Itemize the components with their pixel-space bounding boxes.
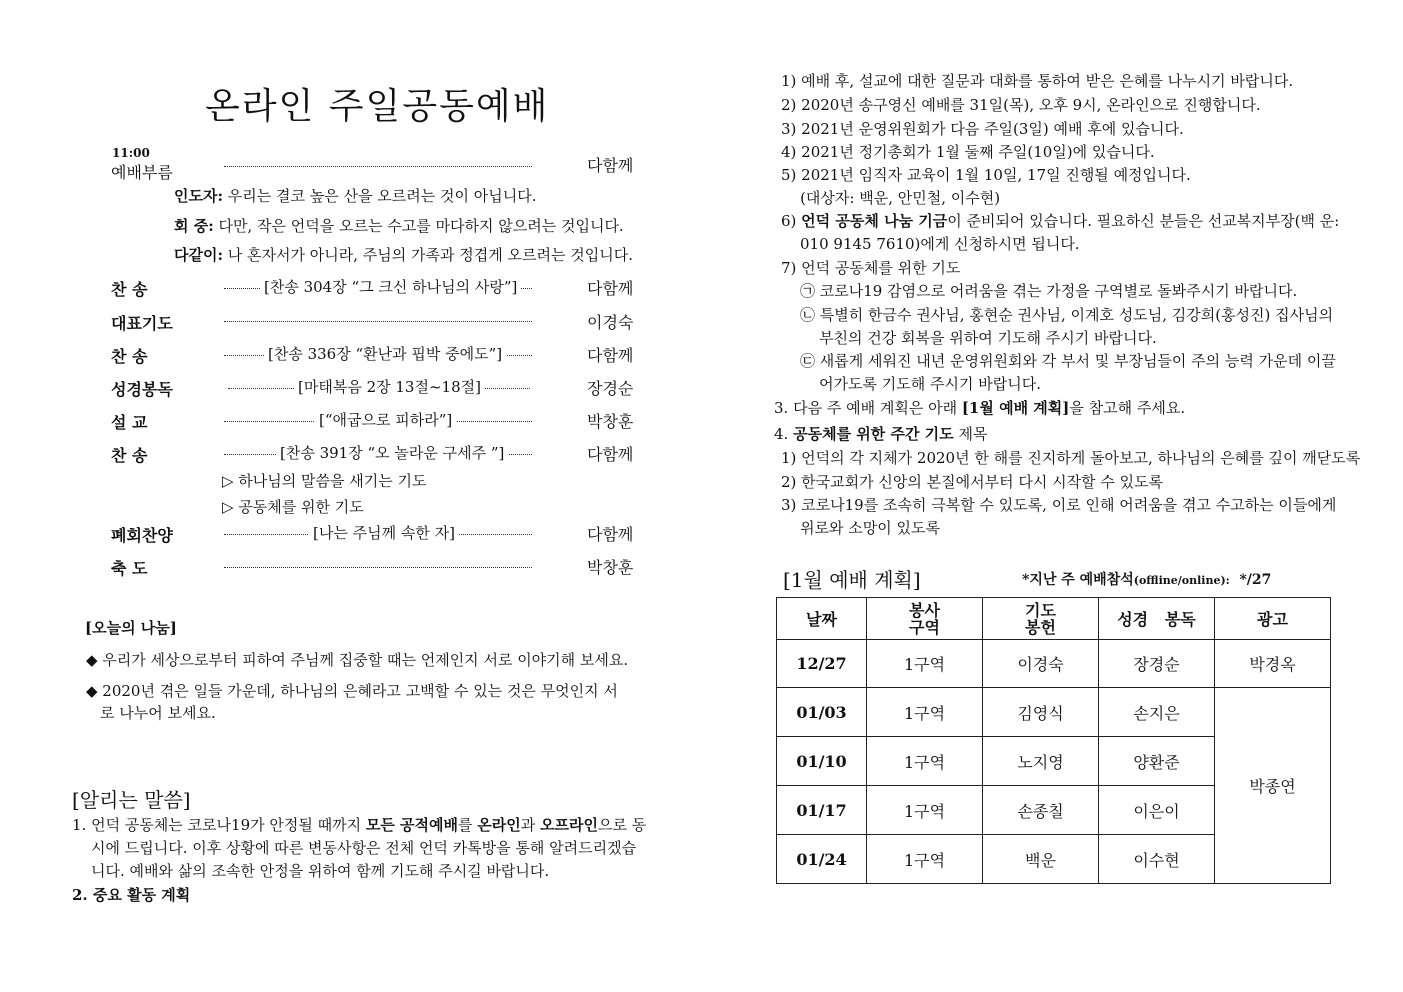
order-label: 찬 송 bbox=[111, 446, 148, 465]
weekly-prayer-item: 1) 언덕의 각 지체가 2020년 한 해를 진지하게 돌아보고, 하나님의 은혜를 깊이 깨닫도록 bbox=[781, 449, 1361, 467]
notice-text: 를 bbox=[458, 816, 478, 834]
order-leader: 박창훈 bbox=[587, 558, 634, 577]
fund-emphasis: 언덕 공동체 나눔 기금 bbox=[801, 212, 948, 230]
order-leader: 이경숙 bbox=[587, 313, 634, 332]
announcement-line: (대상자: 백운, 안민철, 이수현) bbox=[781, 189, 1001, 207]
prayer-item: ▷ 공동체를 위한 기도 bbox=[222, 498, 364, 516]
prayer-subitem: 부친의 건강 회복을 위하여 기도해 주시기 바랍니다. bbox=[800, 329, 1157, 347]
notice-item-3 bbox=[774, 397, 1185, 418]
cell-reading: 손지은 bbox=[1099, 688, 1215, 737]
order-label: 대표기도 bbox=[111, 314, 173, 333]
notice-emphasis: 온라인 bbox=[477, 816, 521, 834]
attendance-mode: (offline/online): bbox=[1133, 574, 1230, 587]
notice-text: 으로 동 bbox=[598, 816, 647, 834]
order-label: 축 도 bbox=[111, 559, 148, 578]
prayer-subitem: ㉡ 특별히 한금수 권사님, 홍현순 권사님, 이계호 성도님, 김강희(홍성진) 집사님의 bbox=[800, 306, 1334, 324]
order-label: 폐회찬양 bbox=[111, 526, 173, 545]
notice-line: 니다. 예배와 삶의 조속한 안정을 위하여 함께 기도해 주시길 바랍니다. bbox=[91, 862, 550, 880]
responsive-who: 회 중: bbox=[174, 217, 214, 235]
leader-dots bbox=[224, 567, 532, 568]
responsive-who: 인도자: bbox=[174, 187, 224, 205]
cell-date: 01/24 bbox=[777, 835, 867, 884]
announcement-line: 2) 2020년 송구영신 예배를 31일(목), 오후 9시, 온라인으로 진행합니다. bbox=[781, 96, 1261, 114]
announcement-line: 5) 2021년 임직자 교육이 1월 10일, 17일 진행될 예정입니다. bbox=[781, 166, 1191, 184]
cell-zone: 1구역 bbox=[867, 786, 983, 835]
sharing-title: [오늘의 나눔] bbox=[85, 619, 177, 637]
line-text: 을 참고해 주세요. bbox=[1069, 399, 1186, 417]
order-label: 찬 송 bbox=[111, 347, 148, 366]
attendance-line bbox=[1022, 569, 1271, 589]
responsive-line bbox=[174, 244, 633, 265]
weekly-prayer-item: 2) 한국교회가 신앙의 본질에서부터 다시 시작할 수 있도록 bbox=[781, 473, 1164, 491]
line-text: 3. 다음 주 예배 계획은 아래 bbox=[774, 399, 962, 417]
cell-date: 01/17 bbox=[777, 786, 867, 835]
notice-title: [알리는 말씀] bbox=[72, 788, 191, 812]
responsive-line bbox=[174, 215, 624, 236]
prayer-subitem: ㉠ 코로나19 감염으로 어려움을 겪는 가정을 구역별로 돌봐주시기 바랍니다. bbox=[800, 282, 1298, 300]
notice-text: 과 bbox=[520, 816, 541, 834]
announcement-line: 7) 언덕 공동체를 위한 기도 bbox=[781, 259, 961, 277]
responsive-who: 다같이: bbox=[174, 246, 224, 264]
order-label: 설 교 bbox=[111, 413, 148, 432]
header-zone: 봉사 구역 bbox=[867, 598, 983, 640]
call-to-worship-leader: 다함께 bbox=[587, 156, 634, 175]
announcement-line-fund bbox=[781, 210, 1339, 231]
plan-emphasis: [1월 예배 계획] bbox=[961, 399, 1070, 417]
order-leader: 박창훈 bbox=[587, 412, 634, 431]
order-label: 성경봉독 bbox=[111, 380, 173, 399]
cell-ad-merged: 박종연 bbox=[1215, 688, 1331, 884]
notice-text: 1. 언덕 공동체는 코로나19가 안정될 때까지 bbox=[72, 816, 366, 834]
responsive-text: 나 혼자서가 아니라, 주님의 가족과 정겹게 오르려는 것입니다. bbox=[227, 246, 633, 264]
sharing-item: ◆ 우리가 세상으로부터 피하여 주님께 집중할 때는 언제인지 서로 이야기해 보세요. bbox=[86, 651, 629, 669]
cell-prayer: 김영식 bbox=[983, 688, 1099, 737]
cell-zone: 1구역 bbox=[867, 835, 983, 884]
header-prayer: 기도 봉헌 bbox=[983, 598, 1099, 640]
prayer-item: ▷ 하나님의 말씀을 새기는 기도 bbox=[222, 472, 427, 490]
announcement-line: 4) 2021년 정기총회가 1월 둘째 주일(10일)에 있습니다. bbox=[781, 143, 1155, 161]
order-detail: [찬송 391장 “오 놀라운 구세주 ”] bbox=[276, 442, 508, 463]
cell-ad: 박경옥 bbox=[1215, 640, 1331, 688]
notice-line: 시에 드립니다. 이후 상황에 따른 변동사항은 전체 언덕 카톡방을 통해 알려드리겠습 bbox=[91, 839, 637, 857]
cell-zone: 1구역 bbox=[867, 688, 983, 737]
weekly-prayer-item: 위로와 소망이 있도록 bbox=[781, 519, 941, 537]
weekly-prayer-emphasis: 공동체를 위한 주간 기도 bbox=[793, 425, 954, 443]
prayer-subitem: ㉢ 새롭게 세워진 내년 운영위원회와 각 부서 및 부장님들이 주의 능력 가운데 이끌 bbox=[800, 352, 1336, 370]
plan-title: [1월 예배 계획] bbox=[783, 568, 921, 592]
order-detail: [나는 주님께 속한 자] bbox=[309, 522, 459, 543]
cell-reading: 이수현 bbox=[1099, 835, 1215, 884]
cell-reading: 양환준 bbox=[1099, 737, 1215, 786]
responsive-line bbox=[174, 185, 537, 206]
cell-reading: 이은이 bbox=[1099, 786, 1215, 835]
cell-prayer: 손종칠 bbox=[983, 786, 1099, 835]
service-time: 11:00 bbox=[112, 146, 150, 160]
order-leader: 장경순 bbox=[587, 379, 634, 398]
weekly-prayer-item: 3) 코로나19를 조속히 극복할 수 있도록, 이로 인해 어려움을 겪고 수고하는 이들에게 bbox=[781, 496, 1337, 514]
call-to-worship-label: 예배부름 bbox=[111, 163, 173, 182]
order-detail: [찬송 304장 “그 크신 하나님의 사랑”] bbox=[260, 276, 521, 297]
notice-item-2: 2. 중요 활동 계획 bbox=[72, 886, 191, 904]
cell-date: 12/27 bbox=[777, 640, 867, 688]
cell-date: 01/03 bbox=[777, 688, 867, 737]
announcement-line: 010 9145 7610)에게 신청하시면 됩니다. bbox=[800, 235, 1080, 253]
header-date: 날짜 bbox=[777, 598, 867, 640]
order-detail: [“애굽으로 피하라”] bbox=[315, 409, 456, 430]
order-detail: [찬송 336장 “환난과 핍박 중에도”] bbox=[264, 343, 506, 364]
sharing-item: ◆ 2020년 겪은 일들 가운데, 하나님의 은혜라고 고백할 수 있는 것은 무엇인지 서 bbox=[86, 682, 618, 700]
responsive-text: 우리는 결코 높은 산을 오르려는 것이 아닙니다. bbox=[227, 187, 537, 205]
announcement-line: 1) 예배 후, 설교에 대한 질문과 대화를 통하여 받은 은혜를 나누시기 바랍니다. bbox=[781, 72, 1294, 90]
prayer-subitem: 어가도록 기도해 주시기 바랍니다. bbox=[800, 375, 1042, 393]
announcement-line: 3) 2021년 운영위원회가 다음 주일(3일) 예배 후에 있습니다. bbox=[781, 120, 1184, 138]
cell-prayer: 노지영 bbox=[983, 737, 1099, 786]
cell-reading: 장경순 bbox=[1099, 640, 1215, 688]
worship-plan-table bbox=[776, 597, 1331, 884]
table-row bbox=[777, 688, 1331, 737]
attendance-count: */27 bbox=[1229, 572, 1272, 588]
notice-item-4 bbox=[774, 423, 987, 444]
order-label: 찬 송 bbox=[111, 280, 148, 299]
page-title: 온라인 주일공동예배 bbox=[205, 86, 550, 127]
sharing-item: 로 나누어 보세요. bbox=[100, 704, 216, 722]
cell-zone: 1구역 bbox=[867, 640, 983, 688]
cell-date: 01/10 bbox=[777, 737, 867, 786]
responsive-text: 다만, 작은 언덕을 오르는 수고를 마다하지 않으려는 것입니다. bbox=[218, 217, 624, 235]
order-detail: [마태복음 2장 13절~18절] bbox=[294, 376, 485, 397]
order-leader: 다함께 bbox=[587, 445, 634, 464]
attendance-label: *지난 주 예배참석 bbox=[1022, 572, 1134, 588]
leader-dots bbox=[224, 321, 532, 322]
line-text: 제목 bbox=[953, 425, 988, 443]
notice-emphasis: 오프라인 bbox=[540, 816, 599, 834]
line-text: 이 준비되어 있습니다. 필요하신 분들은 선교복지부장(백 운: bbox=[947, 212, 1340, 230]
notice-emphasis: 모든 공적예배 bbox=[365, 816, 459, 834]
cell-prayer: 백운 bbox=[983, 835, 1099, 884]
cell-zone: 1구역 bbox=[867, 737, 983, 786]
order-leader: 다함께 bbox=[587, 525, 634, 544]
cell-prayer: 이경숙 bbox=[983, 640, 1099, 688]
leader-dots bbox=[224, 166, 532, 167]
notice-item-1 bbox=[72, 814, 646, 835]
line-number: 6) bbox=[781, 212, 802, 230]
table-row bbox=[777, 640, 1331, 688]
line-number: 4. bbox=[774, 425, 794, 443]
header-reading: 성경 봉독 bbox=[1099, 598, 1215, 640]
header-ad: 광고 bbox=[1215, 598, 1331, 640]
order-leader: 다함께 bbox=[587, 346, 634, 365]
order-leader: 다함께 bbox=[587, 279, 634, 298]
